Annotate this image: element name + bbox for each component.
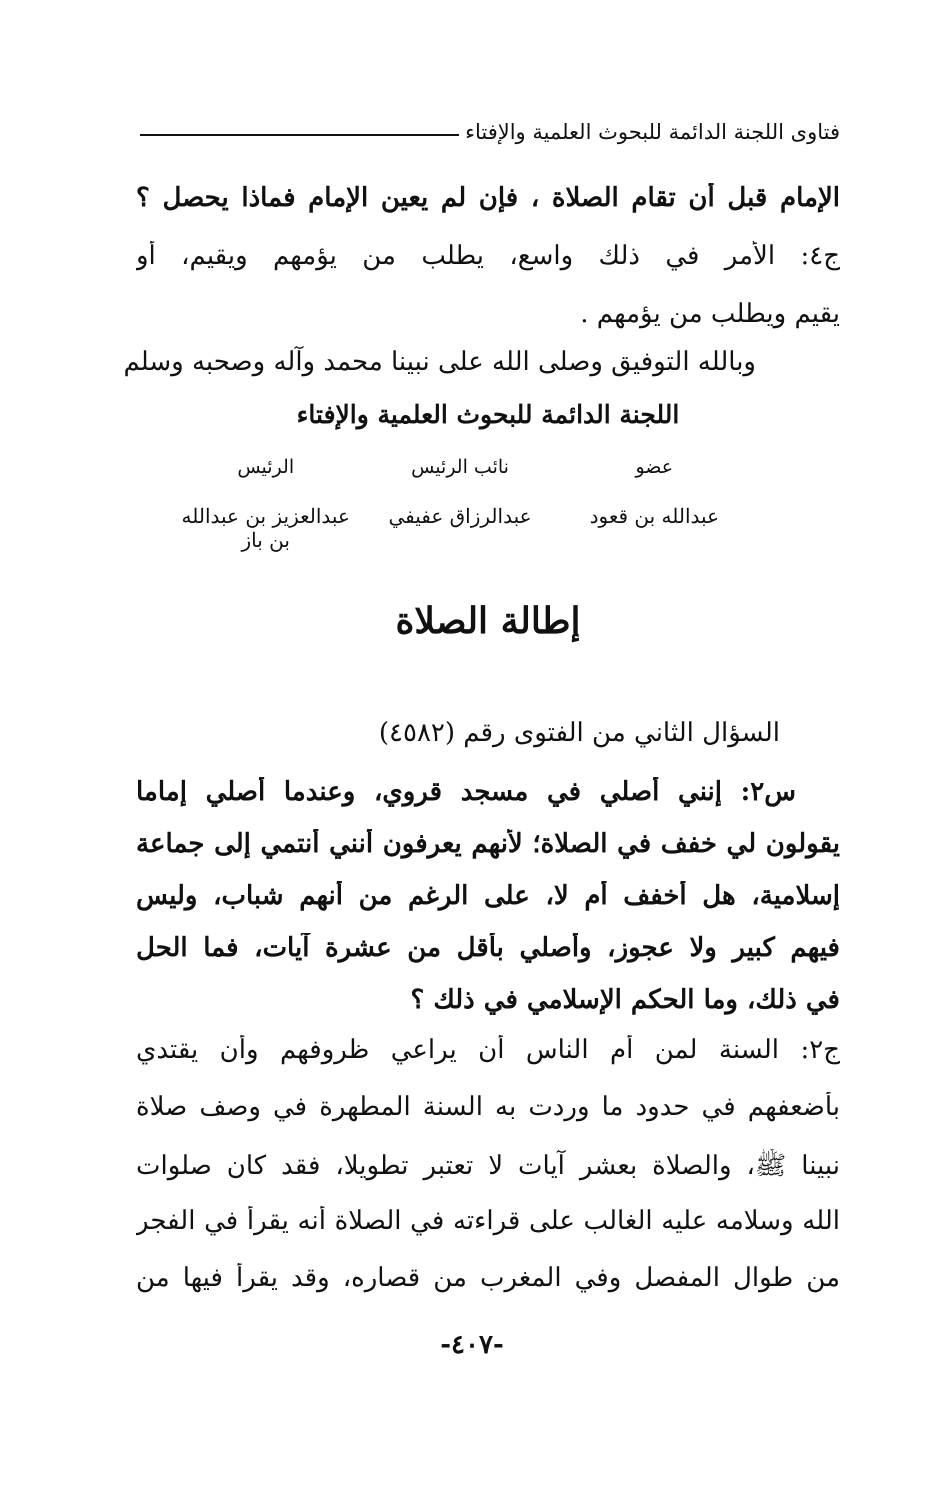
question-line: س٢: إنني أصلي في مسجد قروي، وعندما أصلي إماما	[136, 777, 796, 807]
signature-role-chair: الرئيس	[237, 456, 295, 478]
signature-name-chair: عبدالعزيز بن عبدالله بن باز	[181, 504, 350, 552]
prev-question-tail: الإمام قبل أن تقام الصلاة ، فإن لم يعين الإمام فماذا يحصل ؟	[136, 183, 840, 213]
answer-line: نبينا ﷺ، والصلاة بعشر آيات لا تعتبر تطويلا، فقد كان صلوات	[136, 1151, 840, 1181]
signature-roles	[170, 456, 750, 478]
signature-role-vice-chair: نائب الرئيس	[411, 456, 509, 478]
header-rule	[140, 134, 459, 136]
question-line: فيهم كبير ولا عجوز، وأصلي بأقل من عشرة آيات، فما الحل	[136, 933, 840, 963]
prev-answer-line-1: ج٤: الأمر في ذلك واسع، يطلب من يؤمهم ويقيم، أو	[136, 241, 840, 271]
answer-line: الله وسلامه عليه الغالب على قراءته في الصلاة أنه يقرأ في الفجر	[136, 1206, 840, 1236]
answer-line: من طوال المفصل وفي المغرب من قصاره، وقد يقرأ فيها من	[136, 1263, 840, 1293]
running-title: فتاوى اللجنة الدائمة للبحوث العلمية والإفتاء	[465, 120, 840, 144]
answer-line: ج٢: السنة لمن أم الناس أن يراعي ظروفهم وأن يقتدي	[136, 1035, 840, 1065]
section-title: إطالة الصلاة	[395, 600, 581, 642]
question-line: يقولون لي خفف في الصلاة؛ لأنهم يعرفون أنني أنتمي إلى جماعة	[136, 829, 840, 859]
question-line: في ذلك، وما الحكم الإسلامي في ذلك ؟	[410, 985, 840, 1015]
committee-name: اللجنة الدائمة للبحوث العلمية والإفتاء	[296, 400, 680, 429]
answer-line: بأضعفهم في حدود ما وردت به السنة المطهرة في وصف صلاة	[136, 1092, 840, 1122]
signature-name-member: عبدالله بن قعود	[589, 504, 720, 528]
page-number: -٤٠٧-	[440, 1330, 504, 1360]
signature-names	[170, 504, 750, 552]
signature-role-member: عضو	[635, 456, 674, 478]
running-header	[140, 112, 840, 152]
closing-prayer: وبالله التوفيق وصلى الله على نبينا محمد وآله وصحبه وسلم	[123, 347, 756, 377]
question-line: إسلامية، هل أخفف أم لا، على الرغم من أنهم شباب، وليس	[136, 881, 840, 911]
signature-name-vice-chair: عبدالرزاق عفيفي	[388, 504, 532, 528]
prev-answer-line-2: يقيم ويطلب من يؤمهم .	[580, 299, 840, 329]
fatwa-reference: السؤال الثاني من الفتوى رقم (٤٥٨٢)	[378, 718, 780, 748]
